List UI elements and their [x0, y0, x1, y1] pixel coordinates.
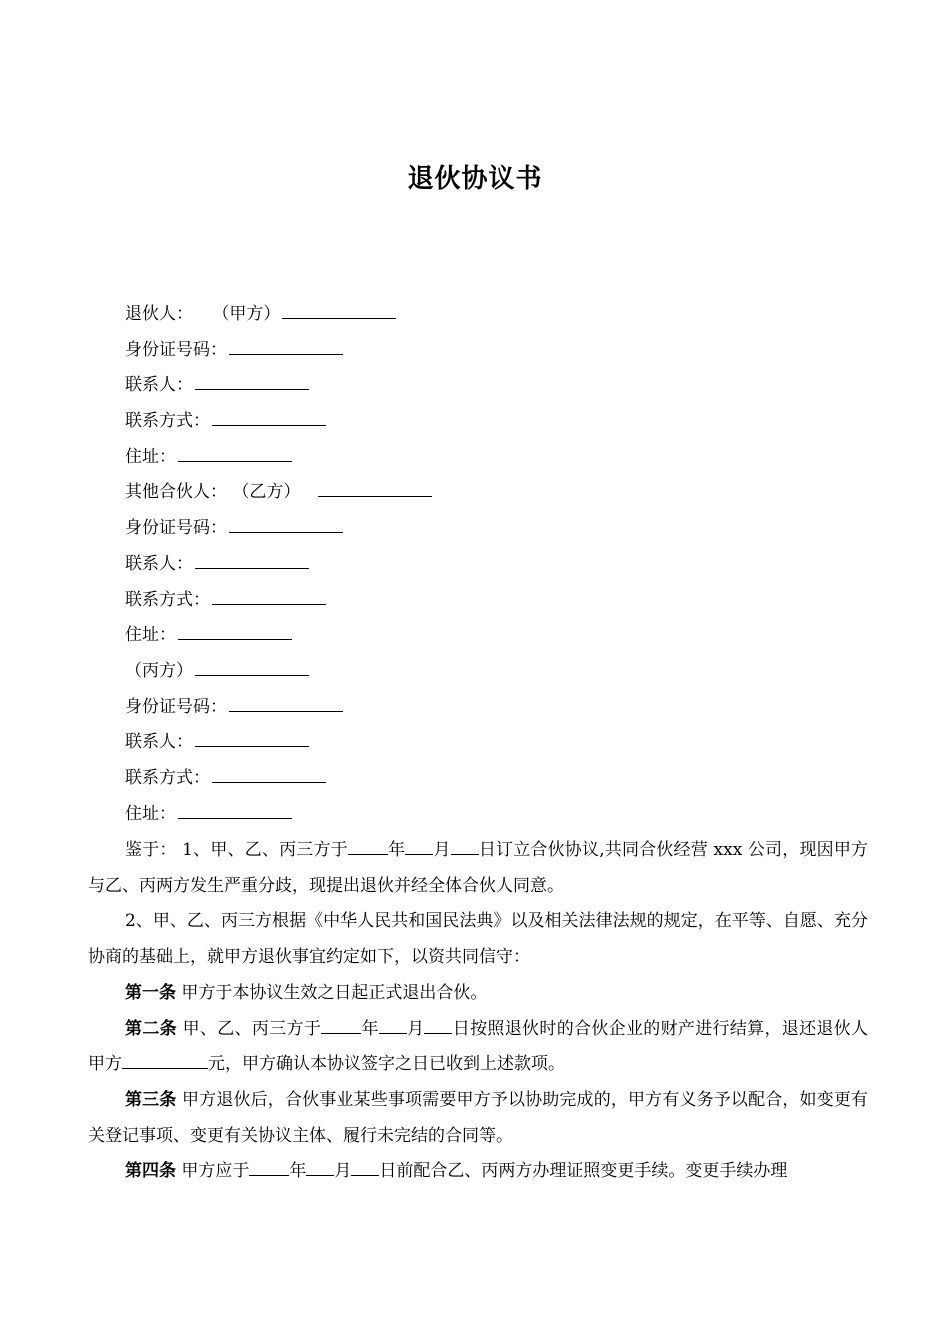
- field-suffix: （甲方）: [212, 304, 281, 324]
- recital-text: 鉴于： 1、甲、乙、丙三方于: [125, 840, 348, 860]
- field-label: 联系方式：: [125, 411, 210, 432]
- party-field-id: [125, 691, 885, 727]
- party-field-phone: [125, 584, 885, 620]
- fill-blank[interactable]: [122, 1048, 208, 1069]
- fill-blank[interactable]: [348, 834, 388, 855]
- recital-text: 日订立合伙协议,共同合伙经营 xxx 公司，现因甲方与乙、丙两方发生严重分歧，现提出退伙并经全体合伙人同意。: [88, 840, 869, 896]
- field-label: 退伙人：: [125, 304, 193, 324]
- fill-blank[interactable]: [351, 1155, 379, 1176]
- article-3: [88, 1083, 868, 1154]
- field-label: 身份证号码：: [125, 696, 227, 717]
- fill-blank[interactable]: [178, 441, 292, 462]
- fill-blank[interactable]: [212, 584, 326, 605]
- field-label: 联系方式：: [125, 589, 210, 610]
- article-text: 甲方于本协议生效之日起正式退出合伙。: [176, 982, 488, 1003]
- party-info-fields: [125, 298, 885, 833]
- party-field-withdrawer: [125, 298, 885, 334]
- party-field-id: [125, 334, 885, 370]
- fill-blank[interactable]: [249, 1155, 289, 1176]
- article-text: 甲方退伙后，合伙事业某些事项需要甲方予以协助完成的，甲方有义务予以配合，如变更有关登记事项、变更有关协议主体、履行未完结的合同等。: [88, 1089, 869, 1146]
- fill-blank[interactable]: [195, 655, 309, 676]
- fill-blank[interactable]: [229, 334, 343, 355]
- article-text: 日前配合乙、丙两方办理证照变更手续。变更手续办理: [379, 1161, 788, 1182]
- field-label: 身份证号码：: [125, 339, 227, 360]
- document-title: 退伙协议书: [407, 164, 543, 194]
- party-field-address: [125, 619, 885, 655]
- fill-blank[interactable]: [178, 798, 292, 819]
- field-label: 联系方式：: [125, 767, 210, 788]
- party-field-party-c: [125, 655, 885, 691]
- article-text: 元，甲方确认本协议签字之日已收到上述款项。: [208, 1054, 565, 1075]
- field-label: （丙方）: [125, 660, 193, 681]
- party-field-address: [125, 441, 885, 477]
- field-suffix: （乙方）: [232, 482, 301, 503]
- party-field-contact: [125, 726, 885, 762]
- article-text: 甲、乙、丙三方于: [176, 1018, 322, 1039]
- article-text: 月: [334, 1161, 352, 1182]
- fill-blank[interactable]: [229, 691, 343, 712]
- fill-blank[interactable]: [424, 1013, 452, 1034]
- article-text: 日按照退伙时的合伙企业的财产进行结算，退还退伙人甲方: [88, 1018, 869, 1075]
- recital-text: 年: [387, 840, 406, 860]
- article-1: [88, 976, 868, 1012]
- fill-blank[interactable]: [212, 762, 326, 783]
- fill-blank[interactable]: [212, 405, 326, 426]
- field-label: 住址：: [125, 803, 176, 824]
- article-text: 年: [289, 1161, 307, 1182]
- party-field-phone: [125, 405, 885, 441]
- party-field-phone: [125, 762, 885, 798]
- article-heading: 第二条: [125, 1018, 177, 1039]
- fill-blank[interactable]: [282, 298, 396, 319]
- agreement-body: [88, 833, 868, 1190]
- recital-paragraph-1: [88, 833, 868, 904]
- fill-blank[interactable]: [379, 1013, 407, 1034]
- fill-blank[interactable]: [229, 512, 343, 533]
- field-label: 住址：: [125, 446, 176, 467]
- party-field-other-partner: [125, 476, 885, 512]
- fill-blank[interactable]: [178, 619, 292, 640]
- fill-blank[interactable]: [195, 548, 309, 569]
- article-text: 甲方应于: [176, 1161, 250, 1182]
- recital-paragraph-2: 2、甲、乙、丙三方根据《中华人民共和国民法典》以及相关法律法规的规定，在平等、自愿、充分协商的基础上，就甲方退伙事宜约定如下，以资共同信守：: [88, 911, 868, 968]
- fill-blank[interactable]: [195, 369, 309, 390]
- field-label: 联系人：: [125, 375, 193, 396]
- party-field-id: [125, 512, 885, 548]
- party-field-address: [125, 798, 885, 834]
- field-label: 其他合伙人：: [125, 482, 227, 503]
- article-heading: 第一条: [125, 982, 176, 1003]
- field-label: 联系人：: [125, 553, 193, 574]
- field-label: 联系人：: [125, 732, 193, 753]
- fill-blank[interactable]: [306, 1155, 334, 1176]
- party-field-contact: [125, 369, 885, 405]
- article-4: [88, 1154, 868, 1190]
- article-heading: 第三条: [125, 1089, 177, 1110]
- fill-blank[interactable]: [321, 1013, 361, 1034]
- article-2: [88, 1012, 868, 1083]
- field-label: 身份证号码：: [125, 518, 227, 539]
- fill-blank[interactable]: [318, 476, 432, 497]
- article-heading: 第四条: [125, 1161, 176, 1182]
- fill-blank[interactable]: [195, 726, 309, 747]
- party-field-contact: [125, 548, 885, 584]
- field-label: 住址：: [125, 625, 176, 646]
- recital-text: 月: [433, 840, 451, 860]
- fill-blank[interactable]: [405, 834, 433, 855]
- article-text: 月: [406, 1018, 425, 1039]
- article-text: 年: [361, 1018, 379, 1039]
- fill-blank[interactable]: [451, 834, 479, 855]
